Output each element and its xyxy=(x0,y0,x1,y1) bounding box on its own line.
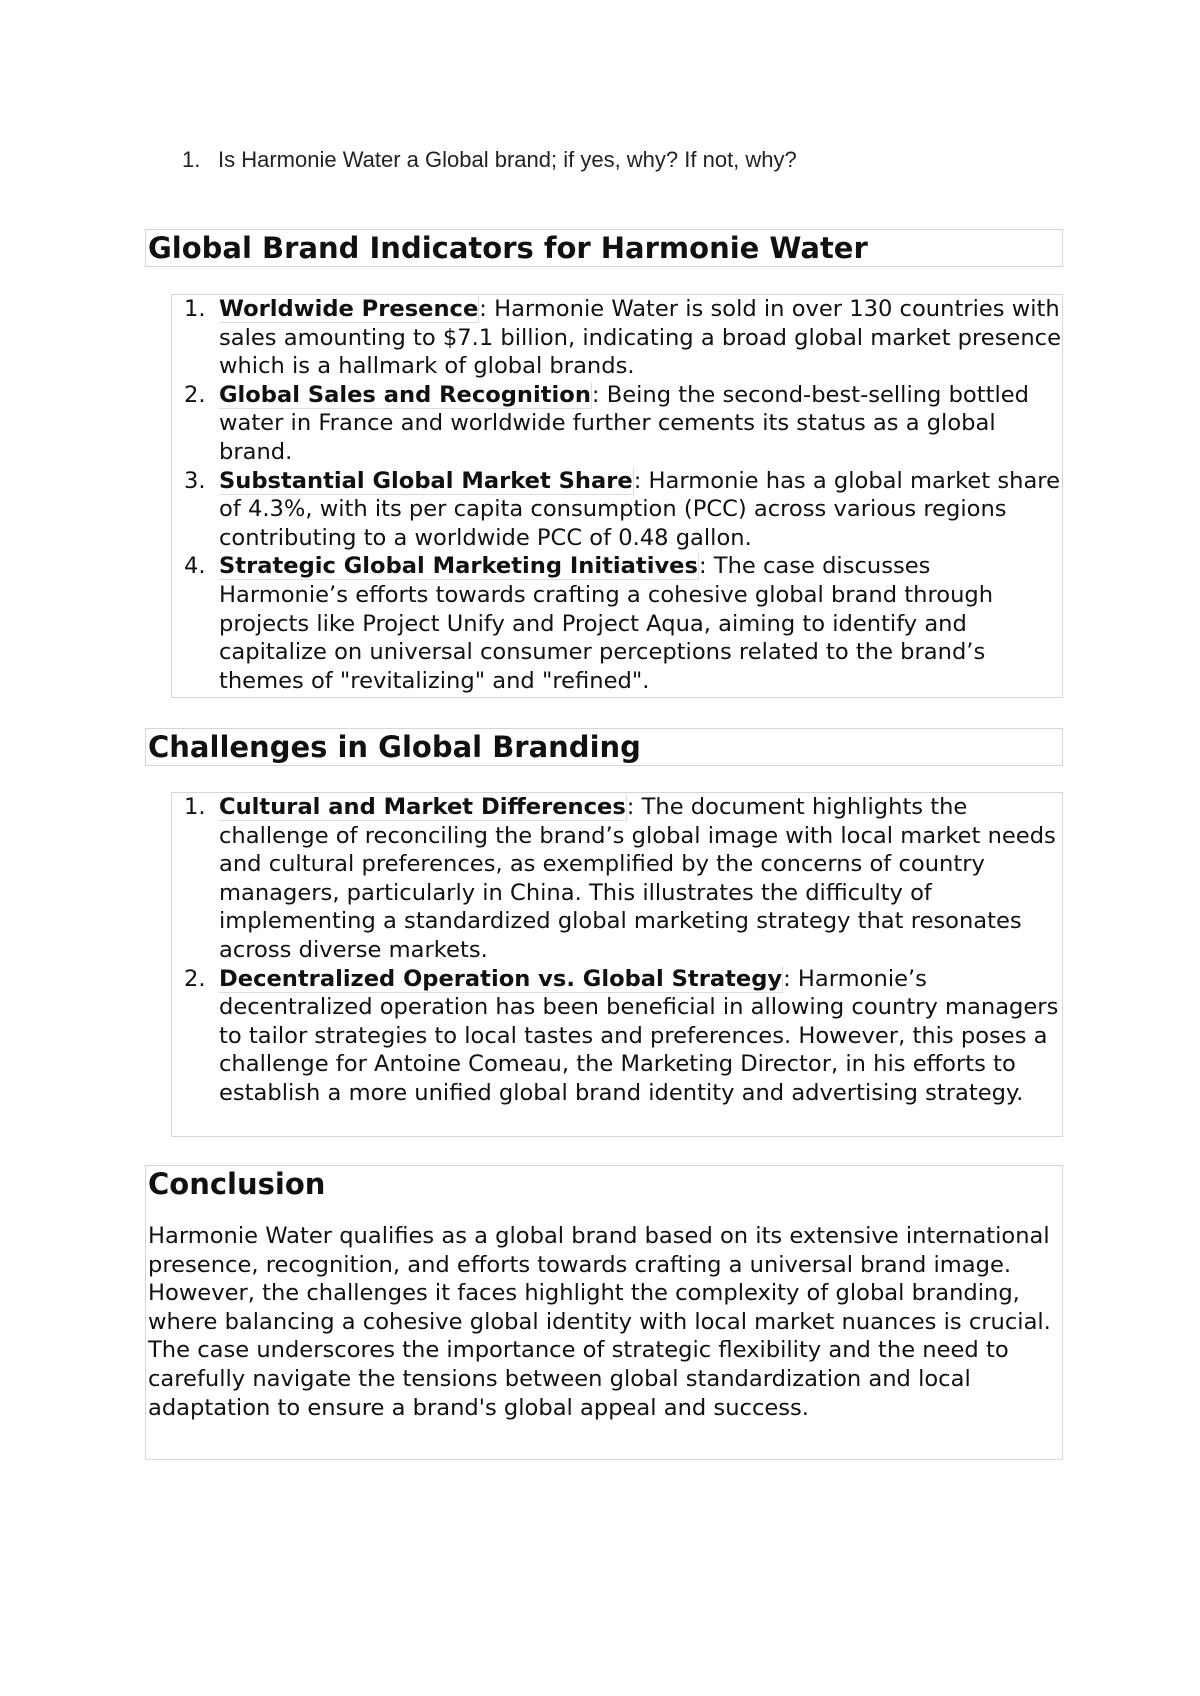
list-item xyxy=(172,467,1062,553)
list-item xyxy=(172,381,1062,467)
list-item xyxy=(172,965,1062,1108)
list-item xyxy=(172,295,1062,381)
list-item-text: : Harmonie Water is sold in over 130 countries with sales amounting to $7.1 billion, indicating a broad global market presence which is a hallmark of global brands. xyxy=(219,296,1061,380)
list-item-term: Decentralized Operation vs. Global Strategy xyxy=(219,965,783,992)
indicators-list-box xyxy=(171,294,1063,698)
list-item-term: Substantial Global Market Share xyxy=(219,467,633,494)
list-item-number: 1. xyxy=(184,794,206,820)
list-item-term: Strategic Global Marketing Initiatives xyxy=(219,553,698,580)
conclusion-paragraph: Harmonie Water qualifies as a global brand based on its extensive international presence, recognition, and efforts towards crafting a universal brand image. However, the challenges it faces highlight the complexity of global branding, where balancing a cohesive global identity with local market nuances is crucial. The case underscores the importance of strategic flexibility and the need to carefully navigate the tensions between global standardization and local adaptation to ensure a brand's global appeal and success. xyxy=(148,1223,1051,1421)
list-item-number: 2. xyxy=(184,381,206,408)
indicators-heading: Global Brand Indicators for Harmonie Water xyxy=(148,231,868,265)
conclusion-box xyxy=(145,1165,1063,1460)
question-text: Is Harmonie Water a Global brand; if yes, why? If not, why? xyxy=(218,147,797,172)
indicators-list xyxy=(172,295,1062,695)
list-item-text: : Being the second-best-selling bottled water in France and worldwide further cements its status as a global brand. xyxy=(219,381,1029,465)
list-item-term: Cultural and Market Differences xyxy=(219,794,626,820)
list-item-number: 4. xyxy=(184,553,206,580)
list-item-text: : The document highlights the challenge of reconciling the brand’s global image with local market needs and cultural preferences, as exemplified by the concerns of country managers, particularly in China. This illustrates the difficulty of implementing a standardized global marketing strategy that resonates across diverse markets. xyxy=(219,794,1056,963)
list-item-term: Worldwide Presence xyxy=(219,296,479,322)
list-item-text: : The case discusses Harmonie’s efforts towards crafting a cohesive global brand through projects like Project Unify and Project Aqua, aiming to identify and capitalize on universal consumer perceptions related to the brand’s themes of "revitalizing" and "refined". xyxy=(219,553,994,694)
list-item xyxy=(172,793,1062,965)
challenges-list xyxy=(172,793,1062,1108)
list-item-number: 3. xyxy=(184,467,206,494)
list-item-term: Global Sales and Recognition xyxy=(219,381,591,408)
list-item-text: : Harmonie has a global market share of 4.3%, with its per capita consumption (PCC) across various regions contributing to a worldwide PCC of 0.48 gallon. xyxy=(219,467,1060,551)
question-line xyxy=(182,146,1082,174)
list-item xyxy=(172,552,1062,695)
challenges-list-box xyxy=(171,792,1063,1137)
conclusion-heading: Conclusion xyxy=(148,1167,326,1201)
list-item-number: 2. xyxy=(184,965,206,992)
question-number: 1. xyxy=(182,147,201,172)
challenges-heading-box xyxy=(145,728,1063,766)
list-item-number: 1. xyxy=(184,296,206,322)
indicators-heading-box xyxy=(145,229,1063,267)
challenges-heading: Challenges in Global Branding xyxy=(148,730,641,764)
list-item-text: : Harmonie’s decentralized operation has been beneficial in allowing country managers to tailor strategies to local tastes and preferences. However, this poses a challenge for Antoine Comeau, the Marketing Director, in his efforts to establish a more unified global brand identity and advertising strategy. xyxy=(219,965,1059,1106)
